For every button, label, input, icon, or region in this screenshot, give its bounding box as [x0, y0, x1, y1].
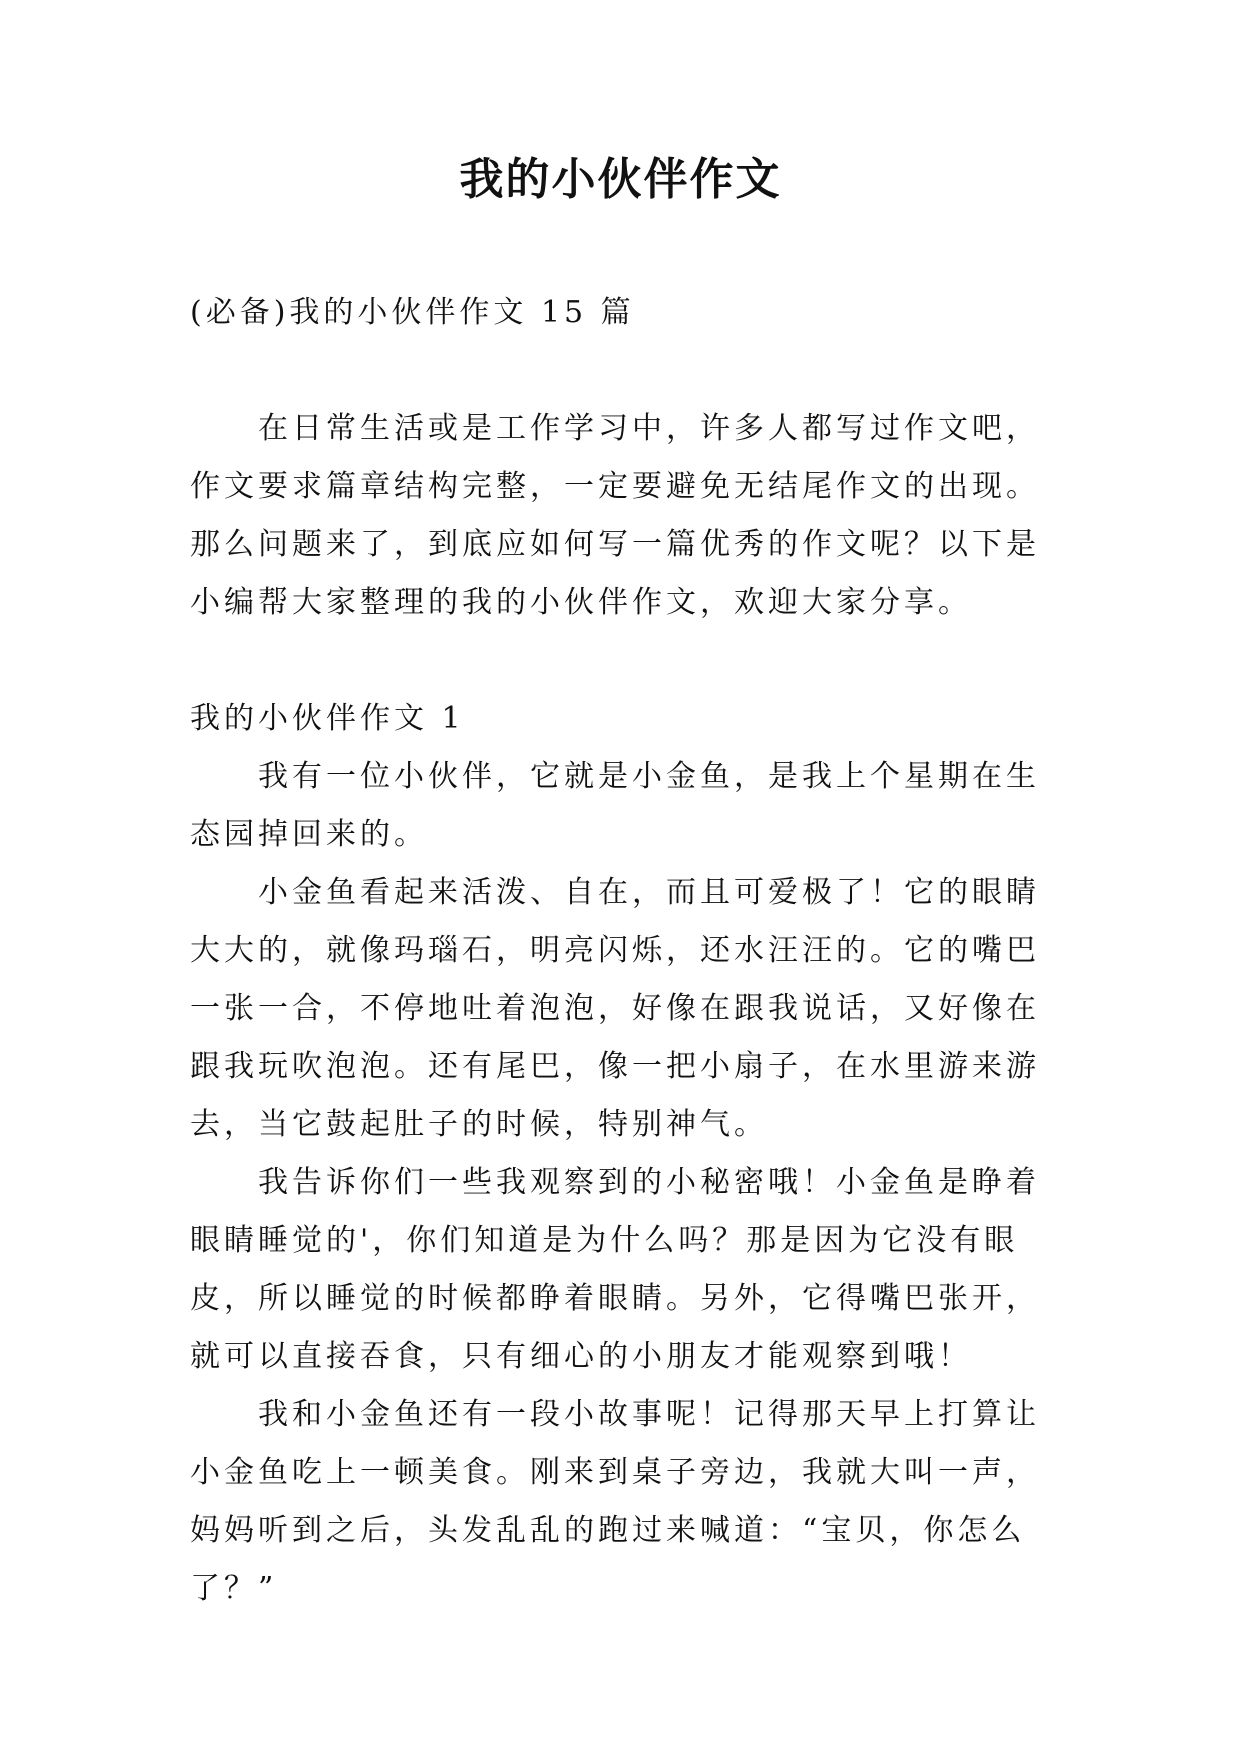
document-subtitle: (必备)我的小伙伴作文 15 篇 — [190, 295, 635, 330]
body-paragraph-4: 我和小金鱼还有一段小故事呢！记得那天早上打算让小金鱼吃上一顿美食。刚来到桌子旁边，我就大叫一声，妈妈听到之后，头发乱乱的跑过来喊道：“宝贝，你怎么了？” — [190, 1397, 1040, 1606]
section-title: 我的小伙伴作文 1 — [190, 701, 465, 736]
body-paragraph-3: 我告诉你们一些我观察到的小秘密哦！小金鱼是睁着眼睛睡觉的'，你们知道是为什么吗？那是因为它没有眼皮，所以睡觉的时候都睁着眼睛。另外，它得嘴巴张开，就可以直接吞食，只有细心的小朋友才能观察到哦！ — [190, 1165, 1040, 1374]
intro-paragraph: 在日常生活或是工作学习中，许多人都写过作文吧，作文要求篇章结构完整，一定要避免无结尾作文的出现。那么问题来了，到底应如何写一篇优秀的作文呢？以下是小编帮大家整理的我的小伙伴作文，欢迎大家分享。 — [190, 411, 1040, 620]
body-paragraph-1: 我有一位小伙伴，它就是小金鱼，是我上个星期在生态园掉回来的。 — [190, 759, 1040, 852]
document-title: 我的小伙伴作文 — [459, 154, 782, 205]
body-paragraph-2: 小金鱼看起来活泼、自在，而且可爱极了！它的眼睛大大的，就像玛瑙石，明亮闪烁，还水汪汪的。它的嘴巴一张一合，不停地吐着泡泡，好像在跟我说话，又好像在跟我玩吹泡泡。还有尾巴，像一把小扇子，在水里游来游去，当它鼓起肚子的时候，特别神气。 — [190, 875, 1040, 1142]
